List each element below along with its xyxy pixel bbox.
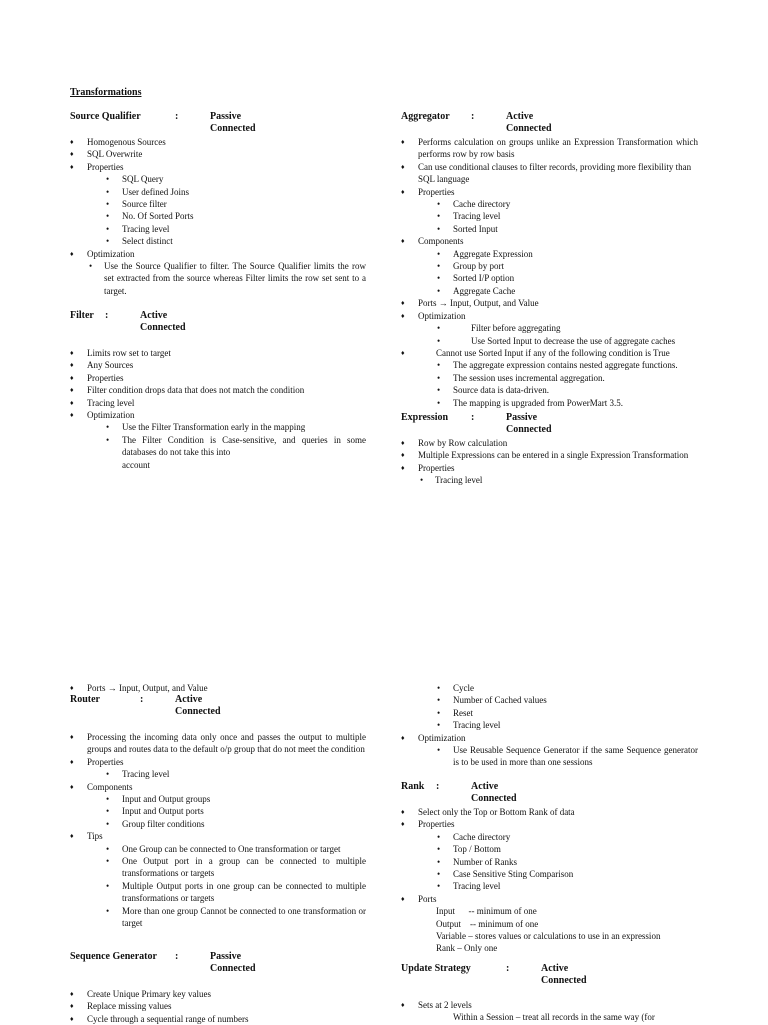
sub-list-item [401, 384, 698, 396]
heading-name: Rank [401, 781, 425, 792]
sub-list-item-text: The aggregate expression contains nested aggregate functions. [453, 360, 678, 371]
filter-list [70, 347, 366, 471]
list-item [401, 136, 698, 161]
diamond-bullet-icon: ♦ [70, 162, 74, 171]
list-item [70, 161, 366, 173]
rank-heading [401, 781, 601, 807]
sequence-generator-list [70, 988, 366, 1025]
list-item [70, 830, 366, 842]
sub-list-item-text: Tracing level [435, 475, 483, 486]
heading-colon: : [436, 781, 440, 792]
sub-list-item-text: Number of Ranks [453, 856, 517, 867]
list-item [70, 347, 366, 359]
sub-list-item-text: Use Reusable Sequence Generator if the same Sequence generator is to be used in more than one sessions [453, 745, 698, 768]
dot-bullet-icon: • [106, 236, 110, 247]
list-item [401, 297, 698, 309]
sub-list-item [70, 210, 366, 222]
sub-list-item-text: Sorted Input [453, 223, 498, 234]
sub-list-item [401, 474, 698, 486]
dot-bullet-icon: • [437, 856, 441, 867]
diamond-bullet-icon: ♦ [401, 451, 405, 460]
ports-detail-line: Variable – stores values or calculations to use in an expression [436, 931, 661, 942]
heading-type-active-passive: Active [175, 694, 203, 705]
dot-bullet-icon: • [437, 385, 441, 396]
dot-bullet-icon: • [420, 475, 424, 486]
sub-list-item [401, 719, 698, 731]
diamond-bullet-icon: ♦ [70, 349, 74, 357]
list-item [70, 1013, 366, 1025]
list-item [401, 347, 698, 359]
sub-list-item [70, 223, 366, 235]
diamond-bullet-icon: ♦ [401, 733, 405, 742]
sub-list-item-text: Source data is data-driven. [453, 385, 549, 396]
sub-list-item [401, 397, 698, 409]
expression-list [401, 437, 698, 487]
dot-bullet-icon: • [106, 905, 110, 916]
list-item-text: Replace missing values [87, 1001, 172, 1012]
list-item-continuation: Within a Session – treat all records in the same way (for [453, 1012, 655, 1023]
heading-name: Sequence Generator [70, 951, 157, 962]
sub-list-item-text: Use Sorted Input to decrease the use of aggregate caches [471, 335, 676, 346]
sub-list-item [401, 372, 698, 384]
ports-detail-line: Input -- minimum of one [436, 906, 537, 917]
list-item-text: Properties [418, 462, 455, 473]
heading-type-active-passive: Active [471, 781, 499, 792]
rank-list [401, 806, 698, 955]
sub-list-item [70, 880, 366, 905]
diamond-bullet-icon: ♦ [401, 187, 405, 196]
list-item [401, 818, 698, 830]
sub-list-item [401, 682, 698, 694]
dot-bullet-icon: • [106, 856, 110, 867]
sub-list-item [401, 260, 698, 272]
sub-list-item [70, 768, 366, 780]
diamond-bullet-icon: ♦ [70, 386, 74, 395]
list-item [70, 148, 366, 160]
list-item-text: Ports → Input, Output, and Value [87, 683, 208, 693]
aggregator-heading [401, 111, 601, 137]
source-qualifier-heading [70, 111, 270, 137]
diamond-bullet-icon: ♦ [70, 361, 74, 370]
dot-bullet-icon: • [437, 273, 441, 284]
list-item [401, 161, 698, 186]
sub-list-item [401, 223, 698, 235]
sub-list-item-text: More than one group Cannot be connected to one transformation or target [122, 905, 366, 929]
heading-type-connected: Connected [541, 975, 587, 987]
sub-list-item [401, 198, 698, 210]
sub-list-item-continuation: account [122, 459, 150, 470]
update-strategy-list [401, 999, 698, 1024]
sub-list-item [70, 818, 366, 830]
diamond-bullet-icon: ♦ [70, 782, 74, 791]
list-item-text: Optimization [418, 732, 466, 743]
list-item-text: Ports → Input, Output, and Value [418, 298, 539, 309]
sub-list-item-text: The session uses incremental aggregation. [453, 372, 605, 383]
dot-bullet-icon: • [437, 844, 441, 855]
sub-list-item [70, 805, 366, 817]
sub-list-item-text: Number of Cached values [453, 695, 547, 706]
heading-colon: : [471, 111, 475, 122]
list-item [70, 359, 366, 371]
sub-list-item [70, 198, 366, 210]
list-item-text: Properties [418, 186, 455, 197]
heading-type-connected: Connected [471, 793, 517, 805]
heading-colon: : [105, 310, 109, 321]
dot-bullet-icon: • [437, 223, 441, 234]
sub-list-item-text: Group filter conditions [122, 818, 205, 829]
heading-name: Filter [70, 310, 94, 321]
router-list [70, 731, 366, 930]
diamond-bullet-icon: ♦ [401, 1001, 405, 1009]
sub-list-item-text: SQL Query [122, 174, 164, 185]
diamond-bullet-icon: ♦ [70, 1014, 74, 1023]
diamond-bullet-icon: ♦ [70, 684, 74, 692]
sub-list-item [70, 855, 366, 880]
sub-list-item-text: Aggregate Expression [453, 248, 533, 259]
ports-detail-line: Rank – Only one [436, 943, 498, 954]
list-item [70, 136, 366, 148]
diamond-bullet-icon: ♦ [401, 463, 405, 472]
list-item-text: Tips [87, 831, 103, 842]
heading-name: Aggregator [401, 111, 450, 122]
list-item-text: Properties [418, 819, 455, 830]
sub-list-item [401, 831, 698, 843]
sub-list-item [401, 744, 698, 769]
sub-list-item [70, 421, 366, 433]
dot-bullet-icon: • [106, 199, 110, 210]
diamond-bullet-icon: ♦ [401, 439, 405, 447]
sub-list-item-text: User defined Joins [122, 186, 189, 197]
list-item [70, 397, 366, 409]
sub-list-item-text: One Group can be connected to One transformation or target [122, 843, 341, 854]
diamond-bullet-icon: ♦ [70, 757, 74, 766]
expression-heading [401, 412, 601, 438]
filter-heading [70, 310, 270, 336]
sub-list-item-text: Source filter [122, 199, 167, 210]
list-item-text: Limits row set to target [87, 348, 171, 358]
sub-list-item-text: Tracing level [122, 223, 170, 234]
list-item [70, 1000, 366, 1012]
sub-list-item-text: Cache directory [453, 199, 511, 210]
dot-bullet-icon: • [106, 211, 110, 222]
dot-bullet-icon: • [437, 397, 441, 408]
heading-type-connected: Connected [210, 123, 256, 135]
list-item [70, 384, 366, 396]
page-title: Transformations [70, 87, 142, 98]
sub-list-item [401, 707, 698, 719]
sub-list-item-text: Tracing level [122, 769, 170, 780]
heading-type-active-passive: Active [541, 963, 569, 974]
sub-list-item [401, 880, 698, 892]
dot-bullet-icon: • [437, 211, 441, 222]
diamond-bullet-icon: ♦ [401, 237, 405, 246]
dot-bullet-icon: • [89, 261, 93, 272]
sub-list-item [70, 434, 366, 459]
sub-list-item [401, 210, 698, 222]
list-item [70, 248, 366, 260]
heading-colon: : [140, 694, 144, 705]
diamond-bullet-icon: ♦ [70, 398, 74, 407]
list-item-text: Create Unique Primary key values [87, 989, 211, 999]
list-item-text: Multiple Expressions can be entered in a single Expression Transformation [418, 450, 689, 461]
list-item-text: Processing the incoming data only once and passes the output to multiple groups and routes data to the default o/p group that do not meet the condition [87, 732, 366, 755]
sub-list-item [401, 335, 698, 347]
list-item-text: Ports [418, 893, 437, 904]
sequence-generator-heading [70, 951, 270, 977]
diamond-bullet-icon: ♦ [401, 820, 405, 829]
heading-colon: : [175, 111, 179, 122]
diamond-bullet-icon: ♦ [70, 990, 74, 998]
heading-type-active-passive: Passive [506, 412, 538, 423]
sub-list-item [70, 186, 366, 198]
dot-bullet-icon: • [106, 843, 110, 854]
dot-bullet-icon: • [437, 360, 441, 371]
sub-list-item-text: The mapping is upgraded from PowerMart 3.5. [453, 397, 623, 408]
list-item-text: Cannot use Sorted Input if any of the following condition is True [436, 347, 670, 358]
list-item [70, 731, 366, 756]
sub-list-item-text: Group by port [453, 261, 504, 272]
list-item-text: Filter condition drops data that does not match the condition [87, 385, 305, 396]
list-item-text: Properties [87, 756, 124, 767]
dot-bullet-icon: • [106, 174, 110, 185]
sub-list-item-text: Select distinct [122, 236, 173, 247]
sub-list-item-text: One Output port in a group can be connected to multiple transformations or targets [122, 856, 366, 879]
heading-type-connected: Connected [210, 963, 256, 975]
sub-list-item-text: Use the Source Qualifier to filter. The Source Qualifier limits the row set extracted from the source whereas Filter limits the row set sent to a target. [104, 261, 366, 296]
diamond-bullet-icon: ♦ [70, 832, 74, 841]
sub-list-item-text: Tracing level [453, 720, 501, 731]
list-item [401, 999, 698, 1011]
heading-type-connected: Connected [175, 706, 221, 718]
diamond-bullet-icon: ♦ [401, 299, 405, 308]
sub-list-item [70, 260, 366, 297]
diamond-bullet-icon: ♦ [401, 138, 405, 146]
list-item-text: Components [418, 236, 464, 247]
diamond-bullet-icon: ♦ [70, 373, 74, 382]
sub-list-item-text: Use the Filter Transformation early in the mapping [122, 422, 306, 433]
dot-bullet-icon: • [437, 248, 441, 259]
list-item [401, 462, 698, 474]
sub-list-item-text: Reset [453, 707, 473, 718]
heading-colon: : [471, 412, 475, 423]
dot-bullet-icon: • [437, 372, 441, 383]
list-item-text: Cycle through a sequential range of numbers [87, 1013, 249, 1024]
diamond-bullet-icon: ♦ [401, 808, 405, 816]
list-item [401, 732, 698, 744]
sub-list-item [401, 856, 698, 868]
dot-bullet-icon: • [106, 223, 110, 234]
source-qualifier-list [70, 136, 366, 297]
sub-list-item [401, 272, 698, 284]
list-item-text: SQL Overwrite [87, 149, 143, 160]
sub-list-item-text: Input and Output ports [122, 806, 204, 817]
sub-list-item-text: Case Sensitive Sting Comparison [453, 869, 574, 880]
list-item-text: Performs calculation on groups unlike an Expression Transformation which performs row by row basis [418, 137, 698, 160]
heading-colon: : [506, 963, 510, 974]
dot-bullet-icon: • [437, 323, 441, 334]
sub-list-item [401, 694, 698, 706]
sub-list-item [401, 359, 698, 371]
list-item-text: Properties [87, 372, 124, 383]
update-strategy-heading [401, 963, 621, 989]
dot-bullet-icon: • [437, 831, 441, 842]
dot-bullet-icon: • [437, 881, 441, 892]
aggregator-list [401, 136, 698, 409]
diamond-bullet-icon: ♦ [401, 311, 405, 320]
list-item-text: Optimization [87, 410, 135, 421]
heading-name: Expression [401, 412, 449, 423]
sub-list-item-text: Sorted I/P option [453, 273, 515, 284]
heading-name: Update Strategy [401, 963, 471, 974]
list-item [401, 449, 698, 461]
dot-bullet-icon: • [437, 869, 441, 880]
list-item-text: Row by Row calculation [418, 438, 508, 448]
diamond-bullet-icon: ♦ [70, 411, 74, 420]
dot-bullet-icon: • [437, 261, 441, 272]
sub-list-item [401, 322, 698, 334]
sub-list-item [401, 868, 698, 880]
sub-list-item-text: Cache directory [453, 831, 511, 842]
dot-bullet-icon: • [106, 818, 110, 829]
dot-bullet-icon: • [437, 720, 441, 731]
dot-bullet-icon: • [437, 285, 441, 296]
dot-bullet-icon: • [437, 695, 441, 706]
list-item-text: Tracing level [87, 397, 135, 408]
diamond-bullet-icon: ♦ [70, 1002, 74, 1011]
list-item [70, 409, 366, 421]
diamond-bullet-icon: ♦ [401, 894, 405, 903]
list-item [70, 756, 366, 768]
dot-bullet-icon: • [106, 422, 110, 433]
sub-list-item-text: Tracing level [453, 881, 501, 892]
dot-bullet-icon: • [437, 745, 441, 756]
list-item-text: Optimization [87, 248, 135, 259]
dot-bullet-icon: • [106, 880, 110, 891]
heading-type-connected: Connected [140, 322, 186, 334]
list-item [401, 437, 698, 449]
sub-list-item [70, 905, 366, 930]
list-item-text: Homogenous Sources [87, 137, 166, 147]
diamond-bullet-icon: ♦ [70, 150, 74, 159]
sequence-generator-continued-list [401, 682, 698, 769]
dot-bullet-icon: • [437, 199, 441, 210]
list-item [70, 988, 366, 1000]
sub-list-item-text: Cycle [453, 683, 474, 693]
sub-list-item-text: Filter before aggregating [471, 323, 561, 334]
diamond-bullet-icon: ♦ [70, 138, 74, 146]
list-item [401, 186, 698, 198]
sub-list-item-text: Top / Bottom [453, 844, 501, 855]
sub-list-item-text: Multiple Output ports in one group can be connected to multiple transformations or targets [122, 880, 366, 904]
sub-list-item [70, 173, 366, 185]
heading-type-connected: Connected [506, 424, 552, 436]
sub-list-item [70, 793, 366, 805]
diamond-bullet-icon: ♦ [70, 733, 74, 741]
list-item-text: Properties [87, 161, 124, 172]
sub-list-item-text: Tracing level [453, 211, 501, 222]
dot-bullet-icon: • [437, 707, 441, 718]
list-item-text: Select only the Top or Bottom Rank of data [418, 807, 575, 817]
router-heading [70, 694, 270, 720]
list-item-text: Sets at 2 levels [418, 1000, 472, 1010]
list-item [70, 682, 366, 694]
heading-type-active-passive: Active [140, 310, 168, 321]
dot-bullet-icon: • [106, 186, 110, 197]
sub-list-item-text: The Filter Condition is Case-sensitive, and queries in some databases do not take this into [122, 434, 366, 458]
sub-list-item [70, 235, 366, 247]
dot-bullet-icon: • [106, 434, 110, 445]
dot-bullet-icon: • [437, 683, 441, 693]
heading-type-active-passive: Active [506, 111, 534, 122]
list-item [401, 310, 698, 322]
list-item [70, 781, 366, 793]
heading-type-active-passive: Passive [210, 951, 242, 962]
dot-bullet-icon: • [437, 335, 441, 346]
dot-bullet-icon: • [106, 769, 110, 780]
list-item-text: Components [87, 781, 133, 792]
sub-list-item [70, 843, 366, 855]
sub-list-item-text: Input and Output groups [122, 794, 211, 805]
diamond-bullet-icon: ♦ [401, 162, 405, 171]
dot-bullet-icon: • [106, 794, 110, 805]
list-item [401, 235, 698, 247]
diamond-bullet-icon: ♦ [70, 249, 74, 258]
sub-list-item [401, 285, 698, 297]
sub-list-item-text: Aggregate Cache [453, 285, 516, 296]
list-item [401, 806, 698, 818]
dot-bullet-icon: • [106, 806, 110, 817]
router-ports-line [70, 682, 366, 694]
heading-name: Router [70, 694, 100, 705]
heading-type-connected: Connected [506, 123, 552, 135]
diamond-bullet-icon: ♦ [401, 348, 405, 357]
ports-detail-line: Output -- minimum of one [436, 918, 539, 929]
list-item [70, 372, 366, 384]
list-item-text: Can use conditional clauses to filter records, providing more flexibility than SQL language [418, 161, 692, 185]
list-item-text: Any Sources [87, 360, 134, 371]
list-item-text: Optimization [418, 310, 466, 321]
list-item [401, 893, 698, 905]
heading-type-active-passive: Passive [210, 111, 242, 122]
heading-colon: : [175, 951, 179, 962]
sub-list-item [401, 843, 698, 855]
heading-name: Source Qualifier [70, 111, 141, 122]
sub-list-item-text: No. Of Sorted Ports [122, 211, 194, 222]
sub-list-item [401, 248, 698, 260]
